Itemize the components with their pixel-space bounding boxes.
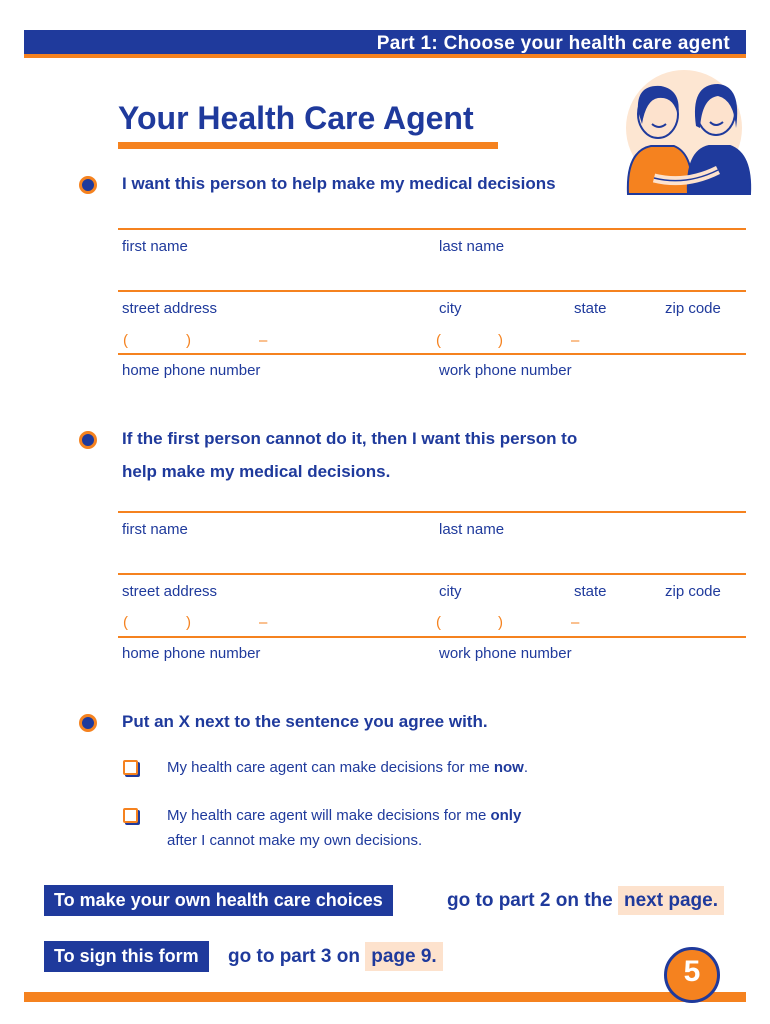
- home-phone-label: home phone number: [122, 645, 261, 662]
- section2-bullet-icon: [79, 431, 97, 449]
- first-name-label: first name: [122, 238, 188, 255]
- option-now-text: [167, 755, 528, 780]
- next-page-link[interactable]: next page.: [618, 886, 724, 915]
- page-title: Your Health Care Agent: [118, 100, 474, 136]
- street-address-label: street address: [122, 583, 218, 600]
- zip-code-label: zip code: [665, 583, 721, 600]
- phone-close-paren: ): [498, 332, 503, 349]
- phone-open-paren: (: [123, 614, 128, 631]
- option-now-text-main: My health care agent can make decisions for me: [167, 759, 494, 776]
- footer-bar: [24, 992, 746, 1002]
- divider: [118, 290, 746, 292]
- option-now-text-end: .: [523, 759, 529, 776]
- divider: [118, 573, 746, 575]
- phone-close-paren: ): [186, 332, 191, 349]
- state-label: state: [574, 300, 607, 317]
- section2-heading-line2: help make my medical decisions.: [122, 462, 391, 481]
- section1-bullet-icon: [79, 176, 97, 194]
- own-choices-callout: To make your own health care choices: [44, 885, 393, 916]
- option-later-checkbox[interactable]: [123, 808, 138, 823]
- own-choices-instruction-text: go to part 2 on the: [447, 890, 613, 911]
- phone-close-paren: ): [186, 614, 191, 631]
- phone-dash: –: [259, 614, 268, 631]
- work-phone-label: work phone number: [439, 645, 572, 662]
- sign-form-instruction: [228, 946, 443, 968]
- sign-form-callout: To sign this form: [44, 941, 209, 972]
- last-name-label: last name: [439, 521, 505, 538]
- option-now-text-bold: now: [493, 759, 524, 776]
- phone-open-paren: (: [123, 332, 128, 349]
- option-later-text-line2: after I cannot make my own decisions.: [167, 832, 423, 849]
- section1-heading: I want this person to help make my medical decisions: [122, 174, 556, 193]
- page-9-link[interactable]: page 9.: [365, 942, 442, 971]
- city-label: city: [439, 300, 462, 317]
- divider: [118, 511, 746, 513]
- last-name-label: last name: [439, 238, 505, 255]
- header-title: Part 1: Choose your health care agent: [376, 33, 730, 54]
- first-name-label: first name: [122, 521, 188, 538]
- home-phone-label: home phone number: [122, 362, 261, 379]
- phone-open-paren: (: [436, 332, 441, 349]
- work-phone-label: work phone number: [439, 362, 572, 379]
- option-now-checkbox[interactable]: [123, 760, 138, 775]
- zip-code-label: zip code: [665, 300, 721, 317]
- phone-open-paren: (: [436, 614, 441, 631]
- phone-dash: –: [259, 332, 268, 349]
- divider: [118, 353, 746, 355]
- own-choices-instruction: [447, 890, 724, 912]
- street-address-label: street address: [122, 300, 218, 317]
- sign-form-instruction-text: go to part 3 on: [228, 946, 360, 967]
- section2-heading-line1: If the first person cannot do it, then I want this person to: [122, 429, 578, 448]
- option-later-text-bold: only: [490, 807, 522, 824]
- divider: [118, 636, 746, 638]
- option-later-text-main: My health care agent will make decisions for me: [167, 807, 491, 824]
- phone-close-paren: ): [498, 614, 503, 631]
- title-underline: [118, 142, 498, 149]
- two-people-illustration-icon: [606, 66, 756, 196]
- divider: [118, 228, 746, 230]
- option-later-text: [167, 803, 521, 828]
- page-number: 5: [683, 955, 701, 988]
- section3-heading: Put an X next to the sentence you agree with.: [122, 712, 488, 731]
- phone-dash: –: [571, 332, 580, 349]
- section3-bullet-icon: [79, 714, 97, 732]
- phone-dash: –: [571, 614, 580, 631]
- city-label: city: [439, 583, 462, 600]
- state-label: state: [574, 583, 607, 600]
